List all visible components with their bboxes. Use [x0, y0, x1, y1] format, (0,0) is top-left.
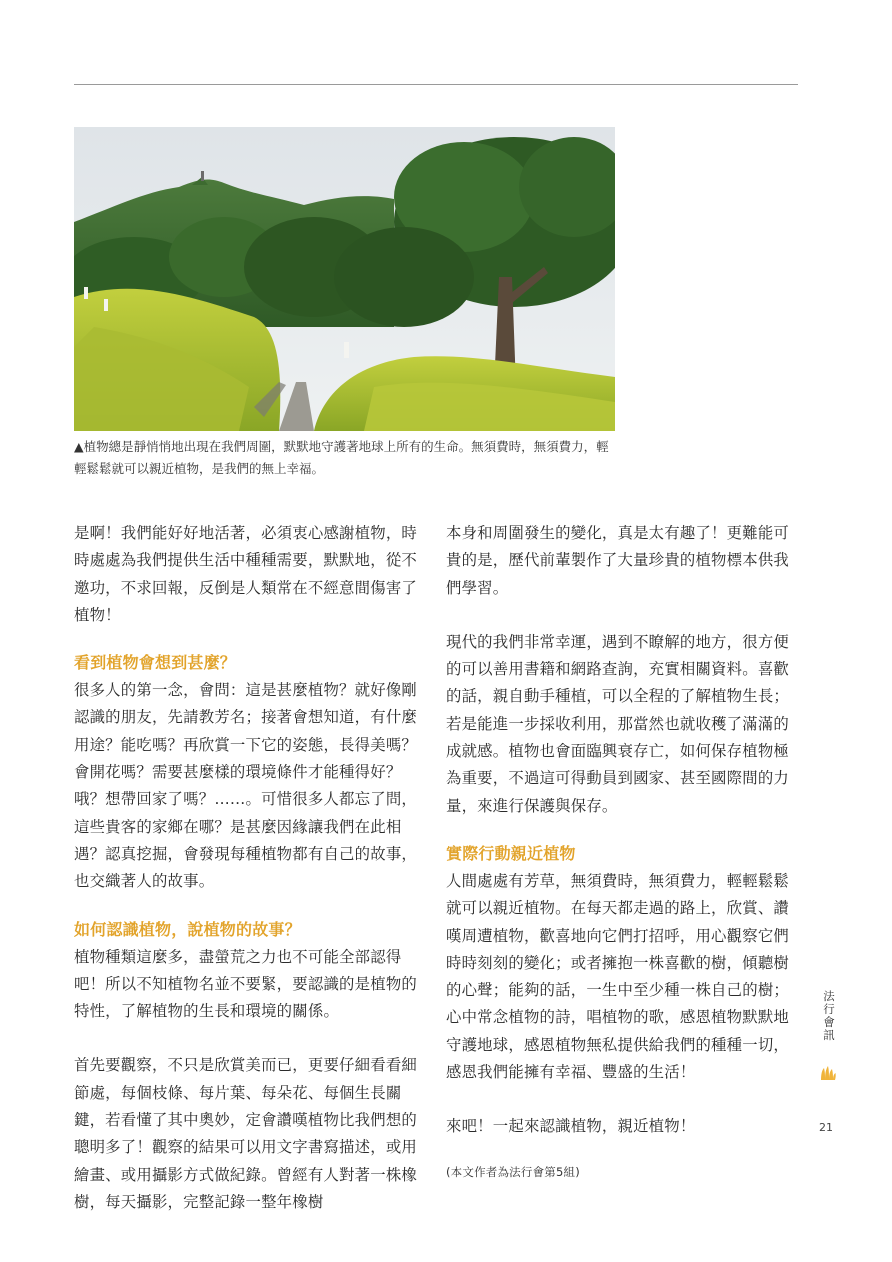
publication-char: 會: [823, 1015, 835, 1029]
heading-how-to-know: 如何認識植物，說植物的故事？: [74, 919, 301, 939]
hillside-photo: [74, 127, 615, 431]
publication-char: 行: [823, 1002, 835, 1016]
publication-char: 訊: [823, 1028, 835, 1042]
paragraph-observe: 首先要觀察，不只是欣賞美而已，更要仔細看看細節處，每個枝條、每片葉、每朵花、每個生長關鍵，若看懂了其中奧妙，定會讚嘆植物比我們想的聰明多了！觀察的結果可以用文字書寫描述，或用繪畫、或用攝影方式做紀錄。曾經有人對著一株橡樹，每天攝影，完整記錄一整年橡樹: [74, 1056, 417, 1211]
left-column: [74, 520, 426, 1216]
paragraph-specimens: 本身和周圍發生的變化，真是太有趣了！更難能可貴的是，歷代前輩製作了大量珍貴的植物標本供我們學習。: [446, 524, 789, 597]
page-number: 21: [819, 1121, 833, 1134]
right-column: [446, 520, 798, 1181]
publication-char: 法: [823, 989, 835, 1003]
paragraph-modern: 現代的我們非常幸運，遇到不瞭解的地方，很方便的可以善用書籍和網路查詢，充實相關資料。喜歡的話，親自動手種植，可以全程的了解植物生長；若是能進一步採收利用，那當然也就收穫了滿滿的成就感。植物也會面臨興衰存亡，如何保存植物極為重要，不過這可得動員到國家、甚至國際間的力量，來進行保護與保存。: [446, 632, 789, 815]
photo-caption: ▲植物總是靜悄悄地出現在我們周圍，默默地守護著地球上所有的生命。無須費時，無須費力，輕輕鬆鬆就可以親近植物，是我們的無上幸福。: [74, 439, 609, 476]
publication-mark: [817, 990, 841, 1042]
author-note: (本文作者為法行會第5組): [446, 1164, 580, 1179]
heading-plants-think: 看到植物會想到甚麼？: [74, 653, 237, 673]
intro-paragraph: 是啊！我們能好好地活著，必須衷心感謝植物，時時處處為我們提供生活中種種需要，默默地，從不邀功，不求回報，反倒是人類常在不經意間傷害了植物！: [74, 524, 417, 624]
paragraph-first-thoughts: 很多人的第一念，會問：這是甚麼植物？就好像剛認識的朋友，先請教芳名；接著會想知道，有什麼用途？能吃嗎？再欣賞一下它的姿態，長得美嗎？會開花嗎？需要甚麼樣的環境條件才能種得好？哦？想帶回家了嗎？……。可惜很多人都忘了問，這些貴客的家鄉在哪？是甚麼因緣讓我們在此相遇？認真挖掘，會發現每種植物都有自己的故事，也交織著人的故事。: [74, 681, 417, 891]
paragraph-plant-traits: 植物種類這麼多，盡螢荒之力也不可能全部認得吧！所以不知植物名並不要緊，要認識的是植物的特性，了解植物的生長和環境的關係。: [74, 947, 417, 1021]
lotus-hand-icon: [819, 1064, 837, 1082]
paragraph-closing: 來吧！一起來認識植物，親近植物！: [446, 1117, 696, 1136]
heading-take-action: 實際行動親近植物: [446, 843, 576, 863]
top-rule: [74, 84, 798, 85]
paragraph-action: 人間處處有芳草，無須費時，無須費力，輕輕鬆鬆就可以親近植物。在每天都走過的路上，欣賞、讚嘆周遭植物，歡喜地向它們打招呼，用心觀察它們時時刻刻的變化；或者擁抱一株喜歡的樹，傾聽樹的心聲；能夠的話，一生中至少種一株自己的樹；心中常念植物的詩，唱植物的歌，感恩植物默默地守護地球，感恩植物無私提供給我們的種種一切，感恩我們能擁有幸福、豐盛的生活！: [446, 871, 789, 1082]
